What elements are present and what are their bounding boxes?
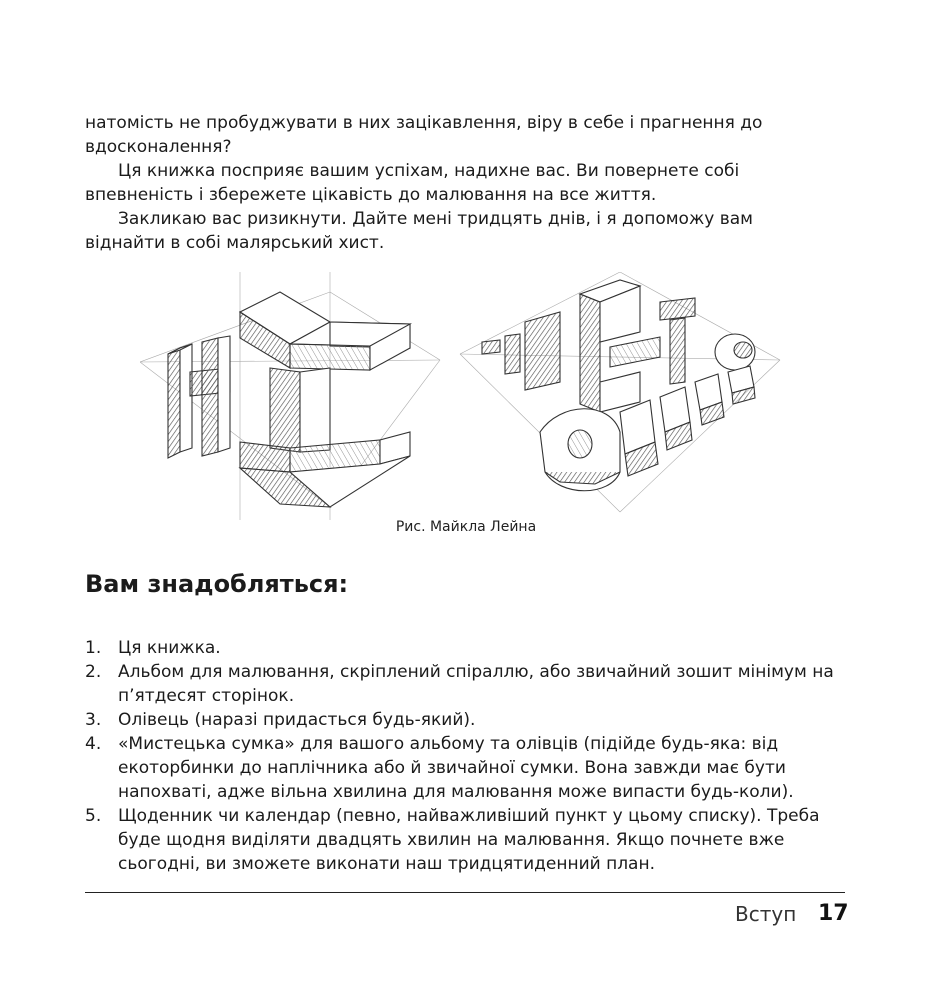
list-item-text: «Мистецька сумка» для вашого альбому та олівців (підійде будь-яка: від екоторбинки до наплічника або й звичайної сумки. Вона завжди має бути напохваті, адже вільна хвилина для малювання може випасти будь-коли). (118, 734, 794, 802)
list-item (85, 804, 845, 876)
supplies-list (85, 636, 845, 876)
list-item-text: Ця книжка. (118, 638, 221, 658)
perspective-lettering-illustration (140, 272, 800, 520)
list-item-text: Олівець (наразі придасться будь-який). (118, 710, 476, 730)
paragraph-continuation: натомість не пробуджувати в них зацікавлення, віру в себе і прагнення до вдосконалення? (85, 113, 763, 157)
list-item-text: Щоденник чи календар (певно, найважливіший пункт у цьому списку). Треба буде щодня виділяти двадцять хвилин на малювання. Якщо почнете вже сьогодні, ви зможете виконати наш тридцятиденний план. (118, 806, 820, 874)
paragraph-text: Ця книжка посприяє вашим успіхам, надихне вас. Ви повернете собі впевненість і збережете цікавість до малювання на все життя. (85, 161, 740, 205)
list-item-number: 1. (85, 638, 102, 658)
list-item (85, 732, 845, 804)
list-item (85, 708, 845, 732)
list-item-number: 2. (85, 662, 102, 682)
list-item-text: Альбом для малювання, скріплений спіраллю, або звичайний зошит мінімум на п’ятдесят сторінок. (118, 662, 834, 706)
list-item-number: 4. (85, 734, 102, 754)
list-item-number: 3. (85, 710, 102, 730)
figure-caption: Рис. Майкла Лейна (395, 519, 537, 535)
paragraph-text: Закликаю вас ризикнути. Дайте мені тридцять днів, і я допоможу вам віднайти в собі малярський хист. (85, 209, 753, 253)
page-number: 17 (818, 901, 849, 926)
paragraph-confidence (85, 159, 825, 207)
paragraph-challenge (85, 207, 825, 255)
section-heading: Вам знадобляться: (85, 570, 349, 598)
hi-3d-lettering (140, 272, 440, 520)
list-item (85, 636, 845, 660)
footer-divider (85, 892, 845, 893)
list-item (85, 660, 845, 708)
time-to-draw-lettering (460, 272, 780, 512)
list-item-number: 5. (85, 806, 102, 826)
running-footer-section: Вступ (735, 902, 797, 926)
